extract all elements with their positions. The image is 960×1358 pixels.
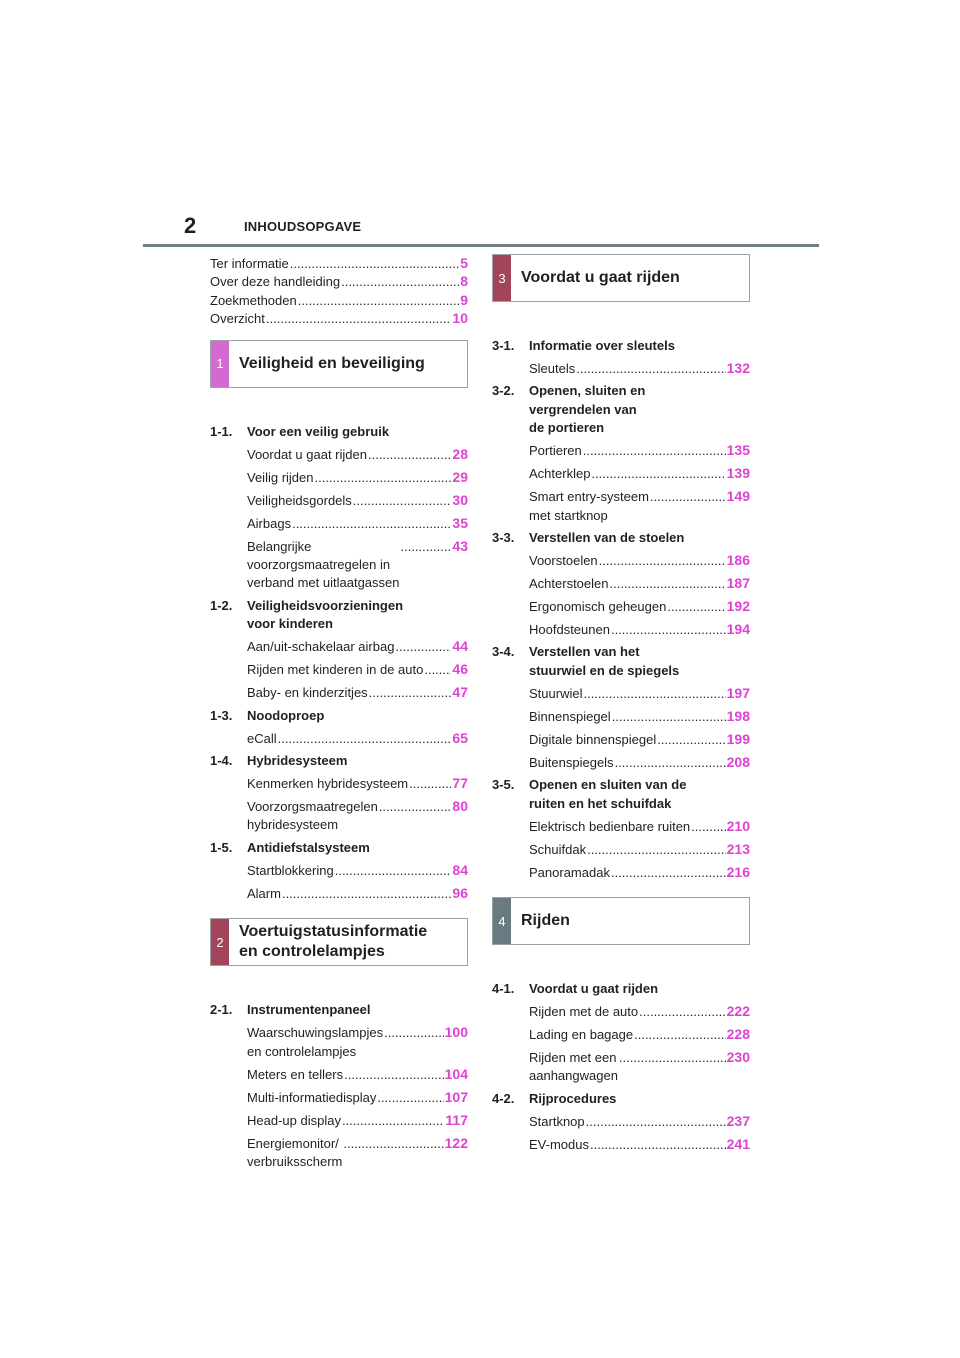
section-number: 3-4. xyxy=(492,644,515,660)
dot-leader xyxy=(619,1049,726,1067)
page-link[interactable]: 9 xyxy=(460,291,468,308)
toc-entry[interactable] xyxy=(529,461,750,484)
dot-leader xyxy=(315,469,452,487)
section-number: 1-3. xyxy=(210,707,233,723)
entry-label: Kenmerken hybridesysteem xyxy=(247,776,409,791)
entry-label: Sleutels xyxy=(529,361,576,376)
dot-leader xyxy=(611,621,726,639)
section-heading[interactable] xyxy=(492,979,750,998)
toc-entry[interactable] xyxy=(247,441,468,464)
left-column xyxy=(210,254,468,1174)
entry-label: Airbags xyxy=(247,515,292,531)
toc-entry[interactable] xyxy=(529,1044,750,1085)
page-number: 2 xyxy=(184,213,197,238)
toc-entry[interactable] xyxy=(247,725,468,748)
dot-leader xyxy=(353,492,452,510)
page-link[interactable]: 210 xyxy=(726,817,750,834)
page-link[interactable]: 192 xyxy=(726,598,750,615)
toc-entry[interactable] xyxy=(210,254,468,272)
section-title: Veiligheidsvoorzieningen voor kinderen xyxy=(247,597,404,632)
page-link[interactable]: 199 xyxy=(726,730,750,747)
entry-label: Voordat u gaat rijden xyxy=(247,446,367,462)
page-link[interactable]: 230 xyxy=(726,1049,750,1066)
header-rule xyxy=(143,244,819,247)
entry-label: Rijden met de auto xyxy=(529,1004,639,1020)
section-heading[interactable] xyxy=(210,596,468,634)
chapter-2 xyxy=(210,918,468,1171)
entry-label: Multi-informatiedisplay xyxy=(247,1089,377,1105)
entry-label: Ter informatie xyxy=(210,256,289,271)
section-number: 1-1. xyxy=(210,423,233,439)
dot-leader xyxy=(368,446,451,464)
section-title: Informatie over sleutels xyxy=(529,338,675,353)
toc-section xyxy=(210,751,468,835)
toc-entry[interactable] xyxy=(529,749,750,772)
dot-leader xyxy=(657,731,725,749)
dot-leader xyxy=(266,310,452,328)
toc-entry[interactable] xyxy=(247,770,468,793)
entry-label: Belangrijke voorzorgsmaatregelen in verband met uitlaatgassen xyxy=(247,538,400,591)
section-title: Voordat u gaat rijden xyxy=(529,981,659,997)
dot-leader xyxy=(278,730,452,748)
page-link[interactable]: 117 xyxy=(445,1111,468,1128)
section-number: 1-4. xyxy=(210,753,233,768)
section-title: Openen, sluiten en vergrendelen van de portieren xyxy=(529,383,646,436)
toc-entry[interactable] xyxy=(529,998,750,1021)
toc-entry[interactable] xyxy=(247,657,468,680)
page-link[interactable]: 28 xyxy=(452,445,468,462)
toc-entry[interactable] xyxy=(247,1130,468,1171)
entry-label: eCall xyxy=(247,730,277,746)
entry-label: EV-modus xyxy=(529,1136,589,1152)
entry-label: Startknop xyxy=(529,1113,585,1129)
toc-entry[interactable] xyxy=(529,355,750,378)
dot-leader xyxy=(409,775,451,793)
dot-leader xyxy=(384,1024,444,1042)
entry-label: Alarm xyxy=(247,885,281,901)
dot-leader xyxy=(377,1089,443,1107)
page-link[interactable]: 77 xyxy=(452,775,468,791)
dot-leader xyxy=(335,862,452,880)
page-link[interactable]: 149 xyxy=(726,488,750,505)
dot-leader xyxy=(290,255,459,273)
page-link[interactable]: 194 xyxy=(726,621,750,638)
dot-leader xyxy=(576,360,725,378)
dot-leader xyxy=(344,1066,444,1084)
page-link[interactable]: 122 xyxy=(444,1134,468,1151)
dot-leader xyxy=(611,864,726,882)
dot-leader xyxy=(599,552,726,570)
dot-leader xyxy=(395,638,451,656)
section-title: Verstellen van de stoelen xyxy=(529,530,685,546)
header-title: INHOUDSOPGAVE xyxy=(244,219,362,234)
section-number: 3-3. xyxy=(492,530,515,546)
toc-section xyxy=(492,979,750,1086)
page-link[interactable]: 5 xyxy=(460,255,468,271)
page-link[interactable]: 35 xyxy=(452,514,468,531)
page-link[interactable]: 186 xyxy=(726,552,750,569)
chapter-number-tab: 1 xyxy=(211,341,229,387)
page-link[interactable]: 135 xyxy=(726,442,750,459)
page-link[interactable]: 132 xyxy=(726,360,750,376)
toc-entry[interactable] xyxy=(529,680,750,703)
page-link[interactable]: 100 xyxy=(444,1024,468,1041)
chapter-title: Rijden xyxy=(521,912,570,930)
toc-entry[interactable] xyxy=(529,1108,750,1131)
toc-entry[interactable] xyxy=(529,438,750,461)
section-title: Openen en sluiten van de ruiten en het schuifdak xyxy=(529,777,687,811)
section-title: Verstellen van het stuurwiel en de spiegels xyxy=(529,644,680,678)
dot-leader xyxy=(400,538,451,556)
chapter-3 xyxy=(492,254,750,882)
section-heading[interactable] xyxy=(210,706,468,725)
dot-leader xyxy=(379,798,452,816)
toc-section xyxy=(492,336,750,378)
dot-leader xyxy=(610,575,726,593)
entry-label: Rijden met kinderen in de auto xyxy=(247,662,424,678)
chapter-1 xyxy=(210,340,468,904)
toc-section xyxy=(492,381,750,525)
entry-label: Startblokkering xyxy=(247,862,334,878)
dot-leader xyxy=(586,1113,726,1131)
entry-label: Overzicht xyxy=(210,311,265,327)
section-heading[interactable] xyxy=(492,642,750,680)
dot-leader xyxy=(583,685,725,703)
toc-entry[interactable] xyxy=(247,510,468,533)
section-title: Instrumentenpaneel xyxy=(247,1002,371,1018)
dot-leader xyxy=(639,1003,726,1021)
dot-leader xyxy=(650,488,726,506)
dot-leader xyxy=(369,684,452,702)
toc-section xyxy=(210,838,468,903)
toc-section xyxy=(210,596,468,703)
entry-label: Achterklep xyxy=(529,466,591,482)
toc-entry[interactable] xyxy=(247,487,468,510)
toc-entry[interactable] xyxy=(247,1020,468,1061)
dot-leader xyxy=(590,1136,726,1154)
entry-label: Achterstoelen xyxy=(529,576,609,592)
chapter-number-tab: 2 xyxy=(211,919,229,965)
entry-label: Schuifdak xyxy=(529,841,587,857)
entry-label: Voorzorgsmaatregelen hybridesysteem xyxy=(247,799,378,833)
page-link[interactable]: 47 xyxy=(452,684,468,701)
chapter-number-tab: 3 xyxy=(493,255,511,301)
toc-entry[interactable] xyxy=(210,291,468,309)
entry-label: Voorstoelen xyxy=(529,553,598,569)
page-link[interactable]: 197 xyxy=(726,684,750,701)
dot-leader xyxy=(591,465,725,483)
toc-entry[interactable] xyxy=(247,533,468,593)
toc-entry[interactable] xyxy=(529,836,750,859)
page-link[interactable]: 46 xyxy=(452,661,468,678)
toc-entry[interactable] xyxy=(529,813,750,836)
toc-entry[interactable] xyxy=(529,726,750,749)
toc-entry[interactable] xyxy=(529,547,750,570)
chapter-title: Veiligheid en beveiliging xyxy=(239,354,425,372)
page-link[interactable]: 208 xyxy=(726,753,750,770)
section-title: Antidiefstalsysteem xyxy=(247,839,370,855)
section-heading[interactable] xyxy=(210,1000,468,1019)
toc-section xyxy=(210,1000,468,1171)
page-link[interactable]: 139 xyxy=(726,465,750,482)
section-heading[interactable] xyxy=(492,528,750,547)
section-heading[interactable] xyxy=(492,381,750,437)
entry-label: Meters en tellers xyxy=(247,1066,344,1082)
section-heading[interactable] xyxy=(210,422,468,441)
page-link[interactable]: 43 xyxy=(452,537,468,554)
toc-section xyxy=(210,706,468,748)
toc-entry[interactable] xyxy=(529,593,750,616)
section-title: Voor een veilig gebruik xyxy=(247,423,390,439)
page-link[interactable]: 10 xyxy=(452,310,468,327)
toc-entry[interactable] xyxy=(247,464,468,487)
entry-label: Over deze handleiding xyxy=(210,274,341,290)
toc-entry[interactable] xyxy=(247,1107,468,1130)
page-link[interactable]: 65 xyxy=(452,729,468,746)
section-title: Hybridesysteem xyxy=(247,753,348,768)
entry-label: Panoramadak xyxy=(529,864,610,880)
toc-section xyxy=(492,528,750,639)
toc-entry[interactable] xyxy=(247,857,468,880)
dot-leader xyxy=(424,661,451,679)
entry-label: Binnenspiegel xyxy=(529,708,611,724)
entry-label: Energiemonitor/ verbruiksscherm xyxy=(247,1135,343,1170)
entry-label: Digitale binnenspiegel xyxy=(529,731,657,747)
chapter-header[interactable] xyxy=(492,897,750,945)
dot-leader xyxy=(691,818,725,836)
dot-leader xyxy=(343,1135,443,1153)
toc-entry[interactable] xyxy=(210,309,468,327)
dot-leader xyxy=(282,885,451,903)
entry-label: Rijden met een aanhangwagen xyxy=(529,1050,618,1084)
page-link[interactable]: 222 xyxy=(726,1003,750,1020)
page-link[interactable]: 187 xyxy=(726,575,750,592)
dot-leader xyxy=(667,598,725,616)
toc-entry[interactable] xyxy=(247,793,468,834)
chapter-header[interactable] xyxy=(210,918,468,966)
section-number: 3-1. xyxy=(492,338,515,353)
section-number: 4-1. xyxy=(492,981,515,997)
entry-label: Portieren xyxy=(529,443,582,459)
page-link[interactable]: 237 xyxy=(726,1112,750,1129)
dot-leader xyxy=(587,841,726,859)
toc-entry[interactable] xyxy=(247,1084,468,1107)
toc-entry[interactable] xyxy=(529,703,750,726)
dot-leader xyxy=(298,292,459,310)
page-link[interactable]: 104 xyxy=(444,1065,468,1082)
toc-entry[interactable] xyxy=(210,272,468,290)
chapter-title: Voordat u gaat rijden xyxy=(521,269,680,286)
page-link[interactable]: 44 xyxy=(452,638,468,655)
page-link[interactable]: 216 xyxy=(726,863,750,880)
chapter-header[interactable] xyxy=(210,340,468,388)
section-title: Noodoproep xyxy=(247,707,325,723)
section-number: 1-5. xyxy=(210,839,233,855)
page-link[interactable]: 80 xyxy=(452,798,468,814)
entry-label: Hoofdsteunen xyxy=(529,622,610,638)
dot-leader xyxy=(342,1112,444,1130)
entry-label: Smart entry-systeem met startknop xyxy=(529,489,649,523)
entry-label: Head-up display xyxy=(247,1112,341,1128)
page-link[interactable]: 8 xyxy=(460,273,468,290)
toc-entry[interactable] xyxy=(529,570,750,593)
dot-leader xyxy=(583,442,726,460)
page-link[interactable]: 30 xyxy=(452,491,468,508)
page-link[interactable]: 198 xyxy=(726,707,750,724)
page-link[interactable]: 84 xyxy=(452,861,468,878)
toc-section xyxy=(210,422,468,593)
entry-label: Aan/uit-schakelaar airbag xyxy=(247,639,395,655)
entry-label: Buitenspiegels xyxy=(529,754,614,770)
toc-entry[interactable] xyxy=(529,1021,750,1044)
section-heading[interactable] xyxy=(492,336,750,355)
dot-leader xyxy=(292,515,451,533)
toc-entry[interactable] xyxy=(247,1061,468,1084)
page-link[interactable]: 213 xyxy=(726,840,750,857)
page-link[interactable]: 29 xyxy=(452,468,468,485)
toc-section xyxy=(492,642,750,772)
toc-entry[interactable] xyxy=(247,634,468,657)
entry-label: Veilig rijden xyxy=(247,469,314,485)
chapter-header[interactable] xyxy=(492,254,750,302)
toc-entry[interactable] xyxy=(529,616,750,639)
toc-entry[interactable] xyxy=(247,680,468,703)
page-link[interactable]: 228 xyxy=(726,1026,750,1043)
entry-label: Ergonomisch geheugen xyxy=(529,599,667,615)
section-number: 3-2. xyxy=(492,383,515,399)
dot-leader xyxy=(634,1026,726,1044)
toc-entry[interactable] xyxy=(529,859,750,882)
toc-entry[interactable] xyxy=(247,880,468,903)
section-heading[interactable] xyxy=(210,838,468,857)
entry-label: Waarschuwingslampjes en controlelampjes xyxy=(247,1025,384,1059)
dot-leader xyxy=(615,754,726,772)
intro-list xyxy=(210,254,468,328)
section-title: Rijprocedures xyxy=(529,1090,617,1106)
dot-leader xyxy=(341,273,459,291)
section-number: 2-1. xyxy=(210,1002,233,1018)
section-number: 1-2. xyxy=(210,597,233,613)
chapter-title: Voertuigstatusinformatie en controlelampjes xyxy=(239,923,428,961)
toc-entry[interactable] xyxy=(529,1131,750,1154)
dot-leader xyxy=(612,708,726,726)
chapter-4 xyxy=(492,897,750,1154)
entry-label: Zoekmethoden xyxy=(210,292,297,308)
chapter-number-tab: 4 xyxy=(493,898,511,944)
entry-label: Veiligheidsgordels xyxy=(247,492,352,508)
entry-label: Stuurwiel xyxy=(529,685,583,701)
section-heading[interactable] xyxy=(492,1089,750,1108)
section-heading[interactable] xyxy=(492,775,750,813)
right-column xyxy=(492,254,750,1157)
toc-section xyxy=(492,775,750,882)
page-link[interactable]: 107 xyxy=(444,1088,468,1105)
section-number: 3-5. xyxy=(492,777,515,793)
page-link[interactable]: 96 xyxy=(452,884,468,901)
page-link[interactable]: 241 xyxy=(726,1135,750,1152)
toc-section xyxy=(492,1089,750,1154)
entry-label: Lading en bagage xyxy=(529,1027,634,1043)
entry-label: Baby- en kinderzitjes xyxy=(247,685,368,701)
section-number: 4-2. xyxy=(492,1090,515,1106)
toc-entry[interactable] xyxy=(529,484,750,525)
entry-label: Elektrisch bedienbare ruiten xyxy=(529,818,691,834)
section-heading[interactable] xyxy=(210,751,468,770)
